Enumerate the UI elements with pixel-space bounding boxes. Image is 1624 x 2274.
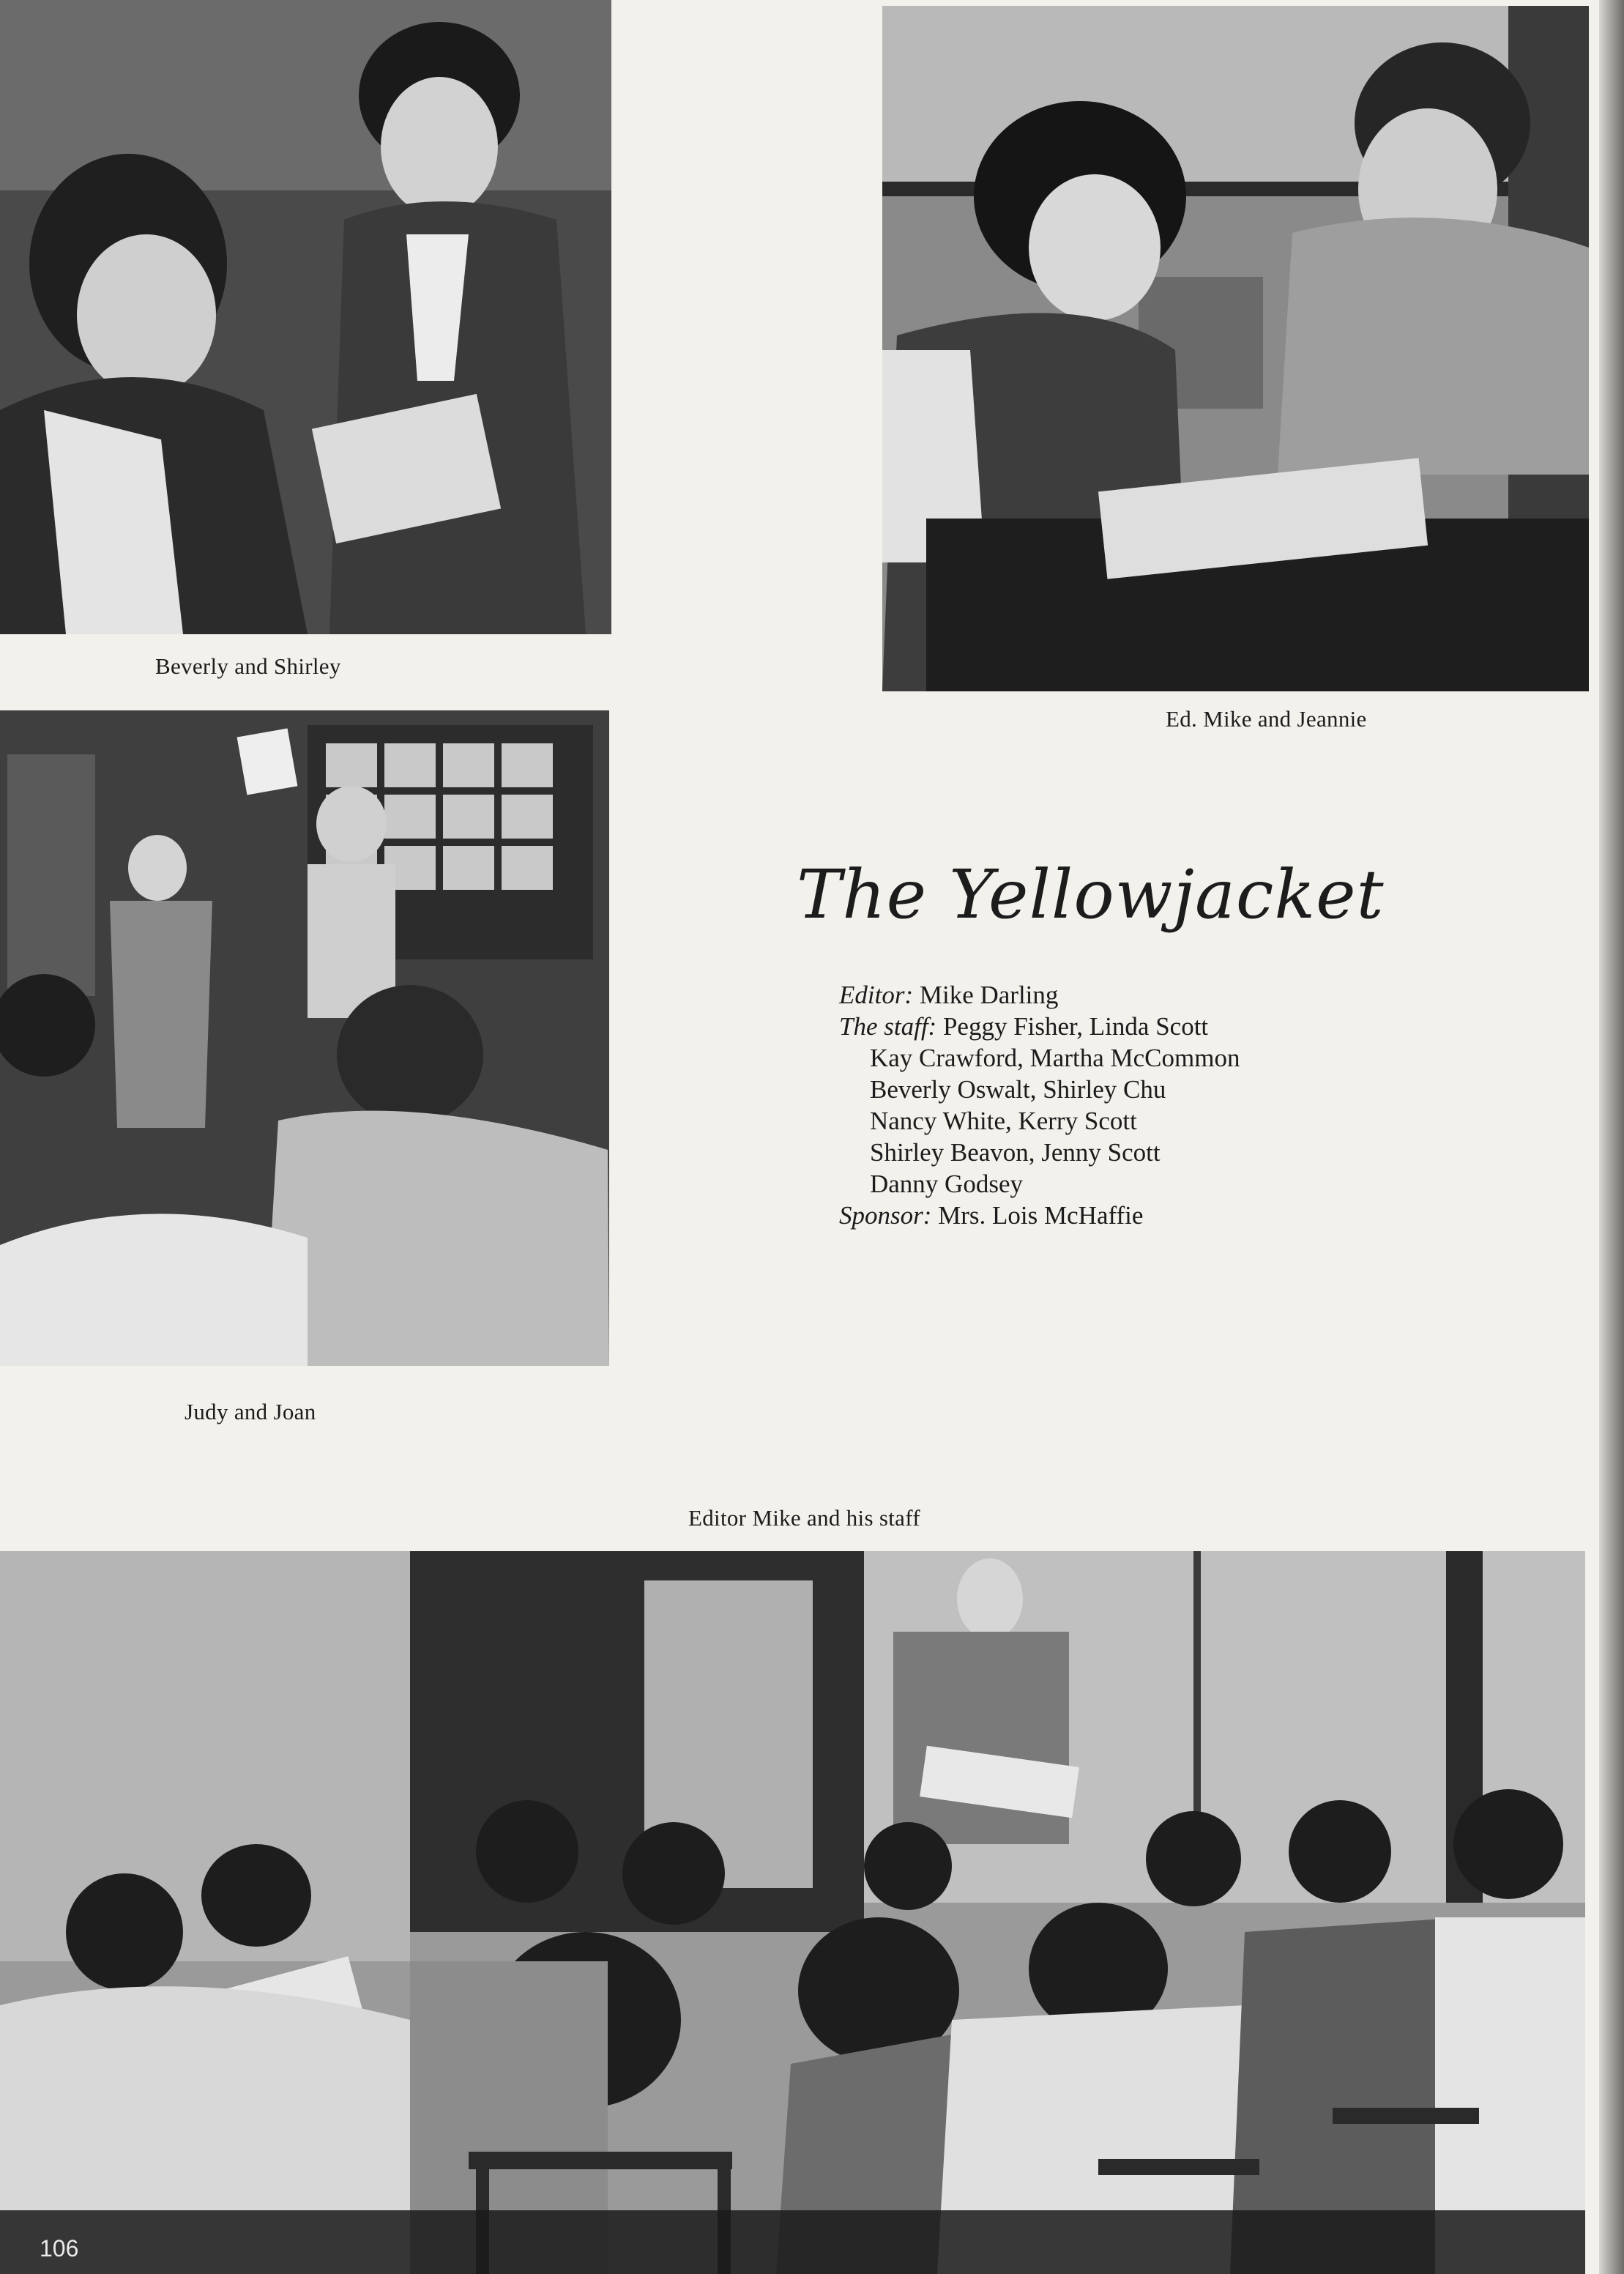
page-number: 106 [40,2235,79,2262]
sponsor-label: Sponsor: [839,1201,932,1230]
photo-caption: Beverly and Shirley [155,653,341,679]
photo-caption: Editor Mike and his staff [688,1505,920,1531]
photo-caption: Judy and Joan [185,1399,316,1424]
photo-ed-mike-and-jeannie [882,6,1589,691]
page-binding-shadow [1599,0,1624,2274]
staff-names: Danny Godsey [870,1170,1023,1198]
section-title: The Yellowjacket [797,855,1385,934]
staff-names: Shirley Beavon, Jenny Scott [870,1138,1161,1167]
staff-names: Kay Crawford, Martha McCommon [870,1044,1240,1072]
staff-names: Beverly Oswalt, Shirley Chu [870,1075,1166,1104]
editor-name: Mike Darling [919,981,1059,1009]
photo-caption: Ed. Mike and Jeannie [1166,706,1367,732]
photo-beverly-and-shirley [0,0,611,634]
photo-editor-mike-and-staff [0,1551,1585,2274]
staff-names: Peggy Fisher, Linda Scott [942,1012,1209,1041]
staff-list [839,979,1240,1231]
sponsor-name: Mrs. Lois McHaffie [938,1201,1144,1230]
photo-judy-and-joan [0,710,609,1366]
staff-line [839,1011,1240,1042]
staff-names: Nancy White, Kerry Scott [870,1107,1137,1135]
sponsor-line [839,1200,1240,1231]
editor-line [839,979,1240,1011]
staff-label: The staff: [839,1012,937,1041]
editor-label: Editor: [839,981,914,1009]
